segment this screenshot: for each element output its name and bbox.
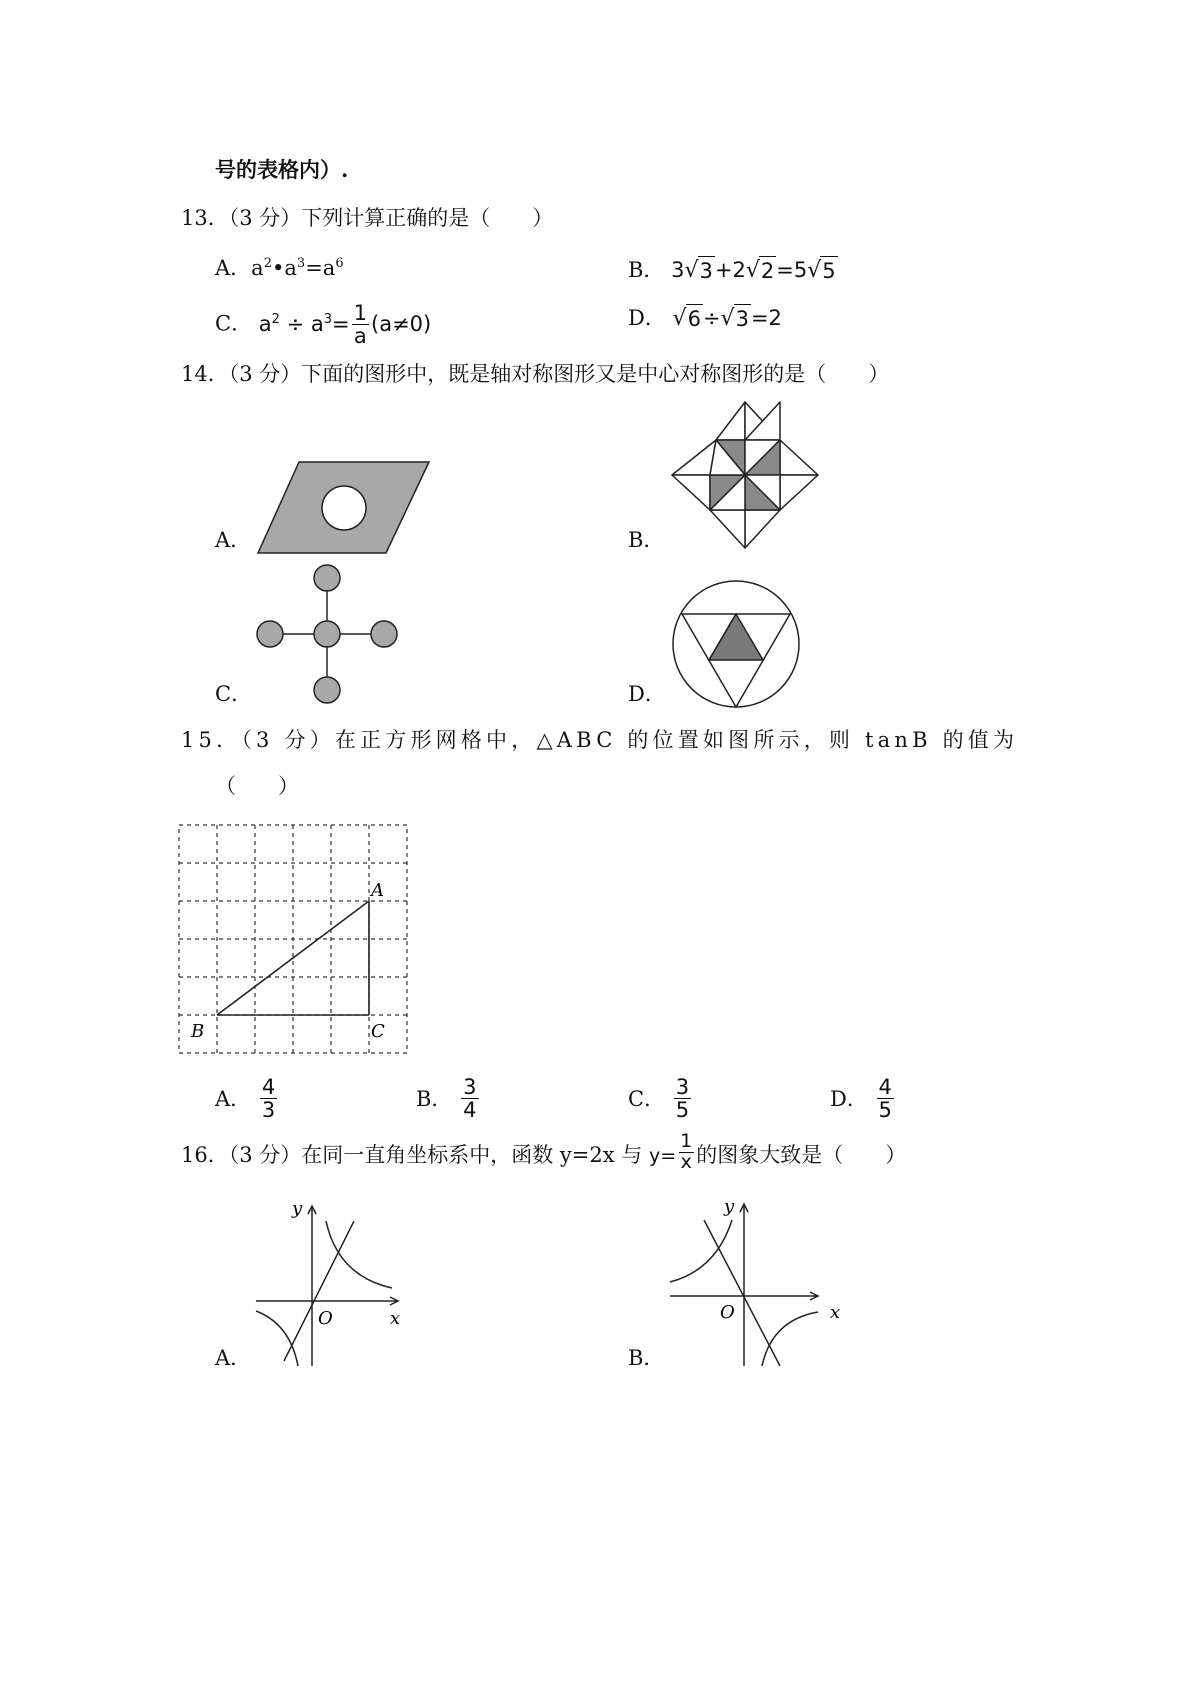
q13-a-expression: $a^2•a^3=a^6$ [251, 256, 344, 280]
q16-b-origin-label: O [720, 1302, 735, 1323]
q16-function-expression: y= $\frac{1}{x}$ [648, 1130, 693, 1173]
q13-stem: 13．（3 分）下列计算正确的是（ ） [181, 206, 554, 230]
q13-d-expression: √ 6 ÷ √ 3 =2 [672, 306, 782, 331]
q14-b-pinwheel-figure [670, 400, 820, 550]
q16-a-axis-x-label: x [390, 1308, 401, 1329]
q15-b-label: B． [416, 1087, 453, 1112]
q14-c-cross-circles-figure [254, 564, 404, 704]
q14-a-parallelogram-figure [256, 460, 431, 556]
q15-vertex-c-label: C [371, 1021, 385, 1042]
q16-a-graph-figure [254, 1196, 414, 1368]
q14-a-label: A． [215, 528, 252, 552]
q13-option-b [628, 254, 838, 285]
q14-stem: 14．（3 分）下面的图形中，既是轴对称图形又是中心对称图形的是（ ） [181, 362, 890, 386]
q16-stem-pre: 16．（3 分）在同一直角坐标系中，函数 y=2x 与 [181, 1142, 643, 1167]
q13-option-c [215, 302, 431, 347]
q15-c-fraction: $\frac{3}{5}$ [675, 1075, 690, 1123]
q15-d-fraction: $\frac{4}{5}$ [878, 1075, 892, 1123]
q15-option-d [830, 1075, 896, 1123]
q13-c-expression: $a^2 \div a^3=$ $\frac{1}{a}$ (a≠0) [258, 301, 432, 349]
q16-b-graph-figure [668, 1190, 840, 1368]
q14-d-circle-triangles-figure [670, 578, 802, 710]
q13-c-label: C． [215, 311, 253, 336]
q15-b-fraction: $\frac{3}{4}$ [463, 1075, 477, 1123]
q15-option-a [215, 1075, 279, 1123]
q16-b-axis-x-label: x [830, 1302, 841, 1323]
q13-d-label: D． [628, 306, 666, 330]
q13-a-label: A． [215, 256, 252, 280]
q13-option-a [215, 254, 344, 282]
q15-a-label: A． [215, 1087, 252, 1112]
q15-option-c [628, 1075, 693, 1123]
q15-vertex-b-label: B [191, 1021, 205, 1042]
q14-c-label: C． [215, 682, 253, 706]
q16-b-axis-y-label: y [724, 1196, 735, 1217]
q15-vertex-a-label: A [371, 880, 384, 901]
intro-line: 号的表格内）. [215, 157, 349, 182]
q15-option-b [416, 1075, 481, 1123]
q15-grid-triangle-figure [178, 824, 408, 1056]
q13-b-expression: 3 √ 3 +2 √ 2 =5 √ 5 [671, 258, 836, 283]
q16-stem-post: 的图象大致是（ ） [696, 1142, 907, 1167]
q16-stem [181, 1130, 907, 1177]
q15-stem-continued: （ ） [215, 774, 299, 798]
q16-a-axis-y-label: y [292, 1198, 303, 1219]
q16-b-label: B． [628, 1346, 665, 1370]
q15-stem: 15．（3 分）在正方形网格中，△ABC 的位置如图所示，则 tanB 的值为 [181, 728, 1019, 752]
q14-d-label: D． [628, 682, 666, 706]
q13-option-d [628, 302, 782, 333]
q15-a-fraction: $\frac{4}{3}$ [261, 1075, 276, 1123]
q16-a-label: A． [215, 1346, 252, 1370]
q14-b-label: B． [628, 528, 665, 552]
q13-b-label: B． [628, 258, 665, 282]
q16-a-origin-label: O [318, 1308, 333, 1329]
q15-c-label: C． [628, 1087, 666, 1112]
q15-d-label: D． [830, 1087, 868, 1112]
